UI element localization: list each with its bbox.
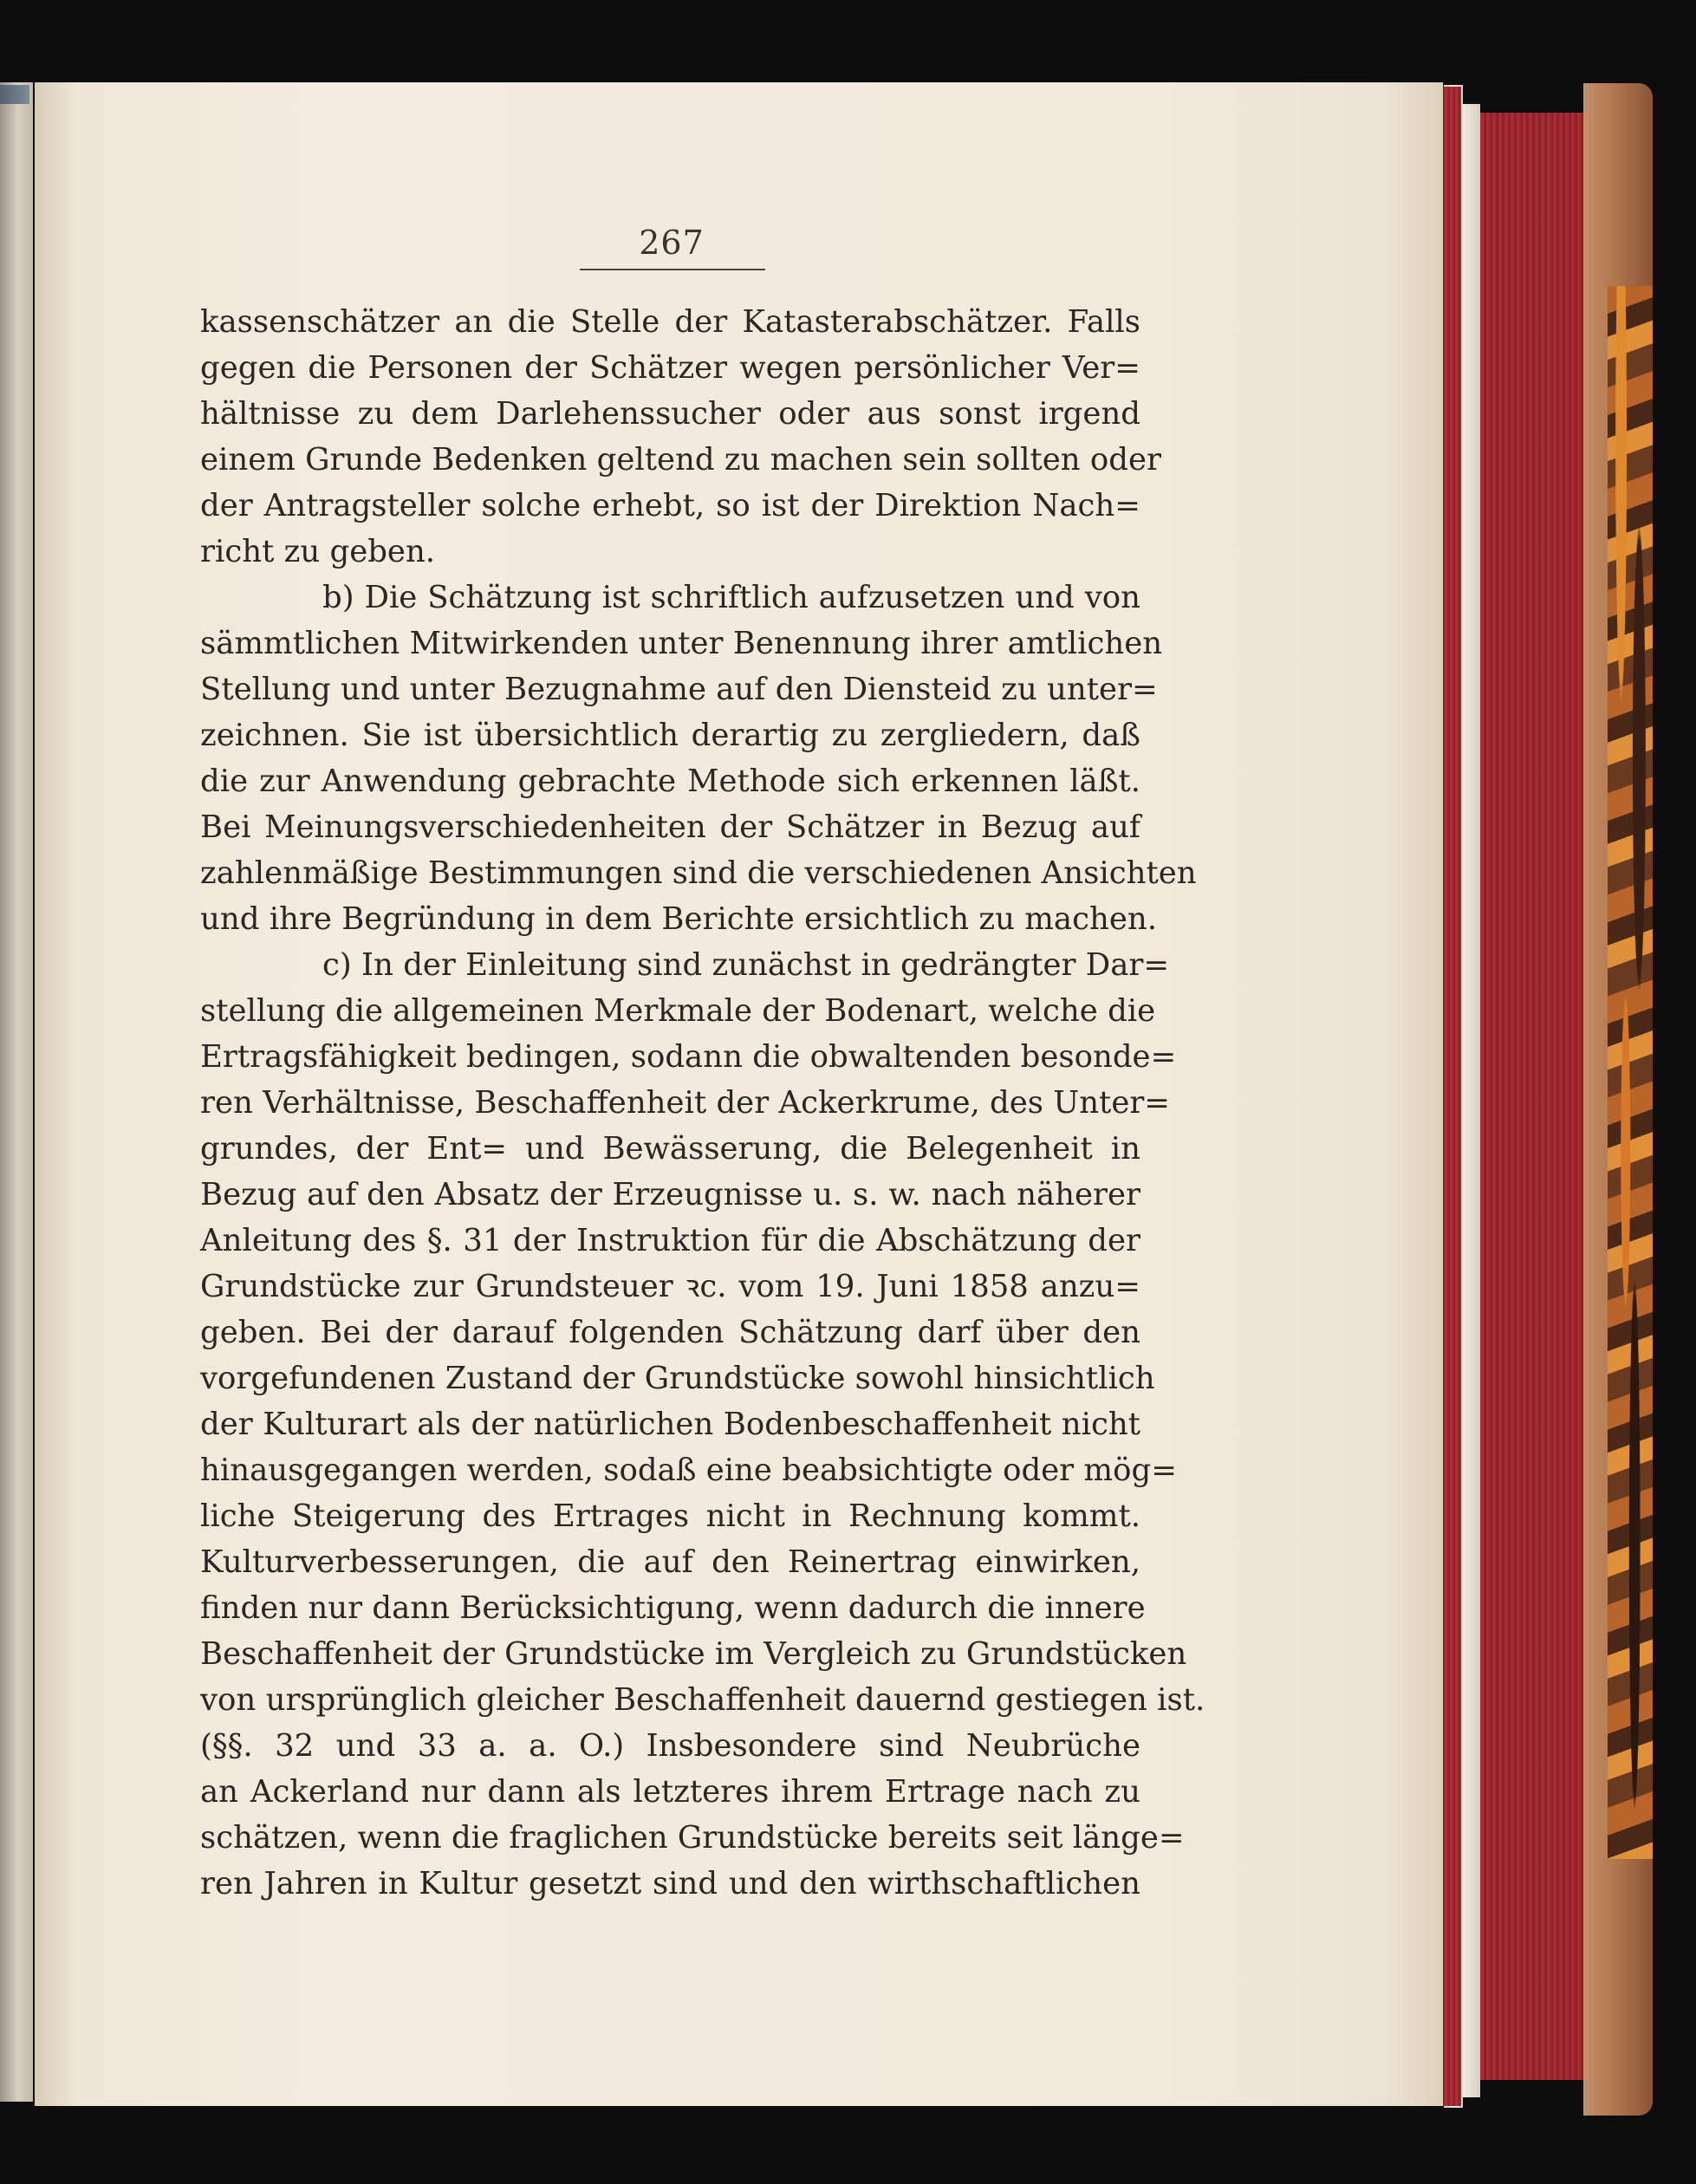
text-line: Bezug auf den Absatz der Erzeugnisse u. s. w. nach näherer xyxy=(200,1177,1140,1212)
text-line: Bei Meinungsverschiedenheiten der Schätzer in Bezug auf xyxy=(200,809,1140,845)
text-line: und ihre Begründung in dem Berichte ersichtlich zu machen. xyxy=(200,901,1157,937)
text-line: (§§. 32 und 33 a. a. O.) Insbesondere sind Neubrüche xyxy=(200,1728,1140,1764)
text-line: geben. Bei der darauf folgenden Schätzung darf über den xyxy=(200,1315,1140,1350)
text-line: stellung die allgemeinen Merkmale der Bodenart, welche die xyxy=(200,993,1156,1029)
text-line: hältnisse zu dem Darlehenssucher oder aus sonst irgend xyxy=(200,396,1140,432)
text-line: der Kulturart als der natürlichen Bodenbeschaffenheit nicht xyxy=(200,1407,1140,1442)
text-line: vorgefundenen Zustand der Grundstücke sowohl hinsichtlich xyxy=(200,1361,1155,1396)
text-line: der Antragsteller solche erhebt, so ist der Direktion Nach= xyxy=(200,488,1140,523)
text-line: zeichnen. Sie ist übersichtlich derartig zu zergliedern, daß xyxy=(200,718,1140,753)
header-rule xyxy=(580,269,765,270)
text-line: richt zu geben. xyxy=(200,534,436,569)
text-line: von ursprünglich gleicher Beschaffenheit dauernd gestiegen ist. xyxy=(200,1682,1205,1718)
paragraph-c-start: c) In der Einleitung sind zunächst in gedrängter Dar= xyxy=(322,947,1170,983)
text-line: ren Jahren in Kultur gesetzt sind und den wirthschaftlichen xyxy=(200,1866,1140,1901)
text-line: Grundstücke zur Grundsteuer ꝛc. vom 19. Juni 1858 anzu= xyxy=(200,1269,1140,1304)
left-page-edge xyxy=(0,82,33,2102)
page-stack-white xyxy=(1463,104,1480,2097)
text-line: Ertragsfähigkeit bedingen, sodann die obwaltenden besonde= xyxy=(200,1039,1177,1075)
text-line: zahlenmäßige Bestimmungen sind die verschiedenen Ansichten xyxy=(200,855,1197,891)
text-line: liche Steigerung des Ertrages nicht in Rechnung kommt. xyxy=(200,1498,1140,1534)
text-line: sämmtlichen Mitwirkenden unter Benennung ihrer amtlichen xyxy=(200,626,1163,661)
text-line: gegen die Personen der Schätzer wegen persönlicher Ver= xyxy=(200,350,1140,386)
marbled-cover xyxy=(1608,286,1653,1859)
text-line: grundes, der Ent= und Bewässerung, die Belegenheit in xyxy=(200,1131,1140,1167)
page-number: 267 xyxy=(639,224,705,262)
text-line: einem Grunde Bedenken geltend zu machen sein sollten oder xyxy=(200,442,1161,478)
left-page-corner xyxy=(0,85,29,104)
text-line: hinausgegangen werden, sodaß eine beabsichtigte oder mög= xyxy=(200,1453,1177,1488)
text-line: Kulturverbesserungen, die auf den Reinertrag einwirken, xyxy=(200,1544,1140,1580)
text-line: Anleitung des §. 31 der Instruktion für die Abschätzung der xyxy=(200,1223,1140,1258)
text-line: schätzen, wenn die fraglichen Grundstücke bereits seit länge= xyxy=(200,1820,1185,1856)
paragraph-b-start: b) Die Schätzung ist schriftlich aufzusetzen und von xyxy=(322,580,1140,615)
page-stack-red-edge xyxy=(1479,113,1583,2080)
text-line: an Ackerland nur dann als letzteres ihrem Ertrage nach zu xyxy=(200,1774,1140,1810)
text-line: Beschaffenheit der Grundstücke im Vergleich zu Grundstücken xyxy=(200,1636,1187,1672)
text-line: ren Verhältnisse, Beschaffenheit der Ackerkrume, des Unter= xyxy=(200,1085,1171,1121)
text-line: die zur Anwendung gebrachte Methode sich erkennen läßt. xyxy=(200,764,1140,799)
text-line: finden nur dann Berücksichtigung, wenn dadurch die innere xyxy=(200,1590,1146,1626)
text-line: kassenschätzer an die Stelle der Katasterabschätzer. Falls xyxy=(200,304,1140,340)
text-line: Stellung und unter Bezugnahme auf den Diensteid zu unter= xyxy=(200,672,1158,707)
